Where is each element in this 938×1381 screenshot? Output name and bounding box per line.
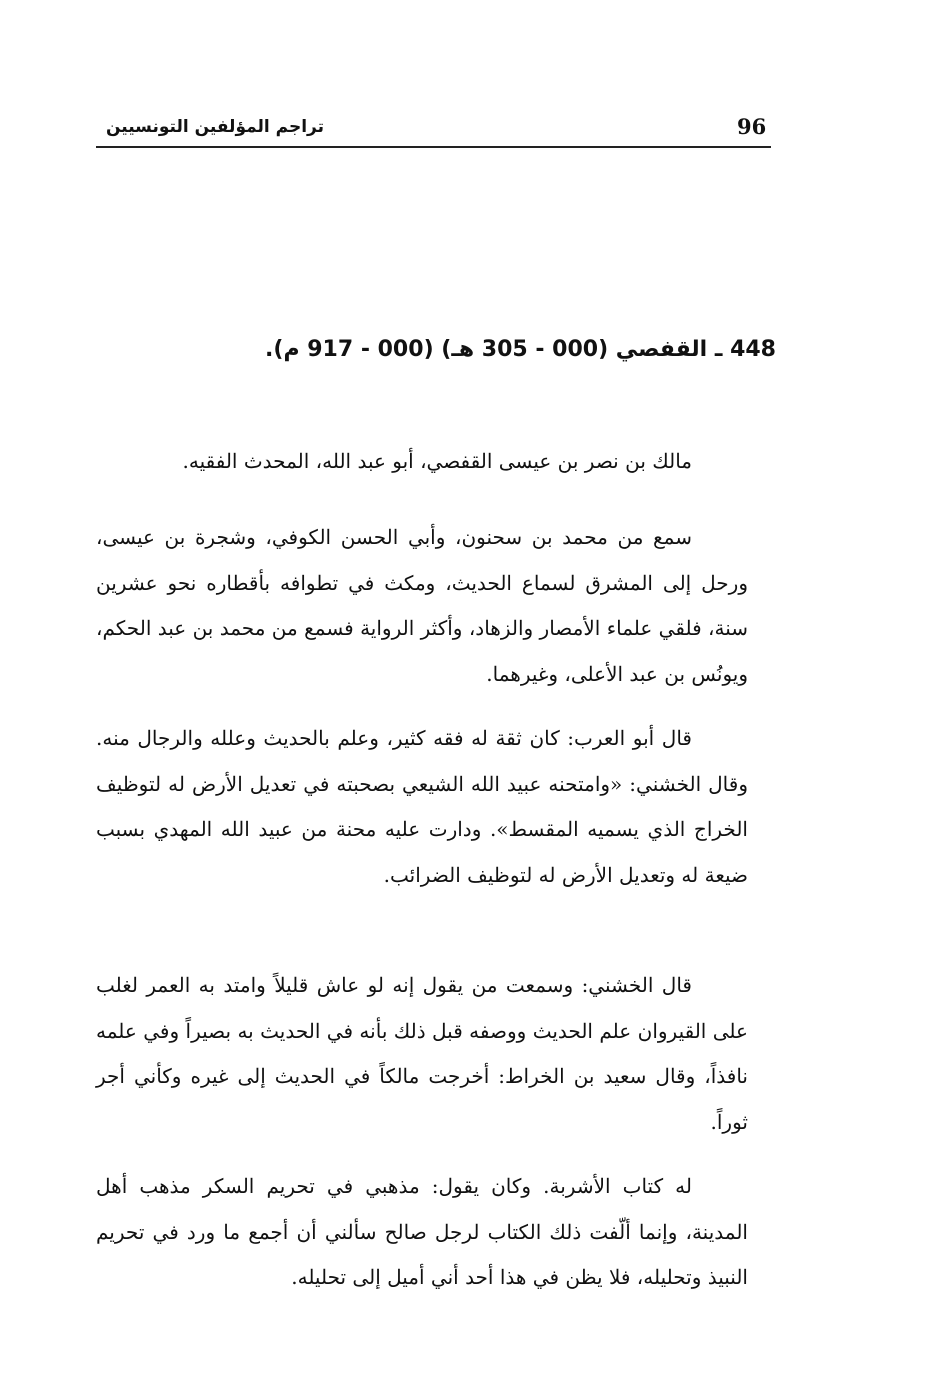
paragraph-text: سمع من محمد بن سحنون، وأبي الحسن الكوفي، وشجرة بن عيسى، ورحل إلى المشرق لسماع الحديث، ومكث في تطوافه بأقطاره نحو عشرين سنة، فلقي علماء الأمصار والزهاد، وأكثر الرواية فسمع من محمد بن عبد الحكم، ويونُس بن عبد الأعلى، وغيرهما.: [96, 525, 748, 686]
paragraph-text: قال الخشني: وسمعت من يقول إنه لو عاش قليلاً وامتد به العمر لغلب على القيروان علم الحديث ووصفه قبل ذلك بأنه في الحديث به بصيراً وفي علمه نافذاً، وقال سعيد بن الخراط: أخرجت مالكاً في الحديث إلى غيره وكأني أجر ثوراً.: [96, 973, 748, 1134]
running-head: تراجم المؤلفين التونسيين: [106, 117, 324, 137]
paragraph-khushani: [96, 963, 748, 1145]
paragraph-testimony: [96, 716, 748, 898]
paragraph-text: له كتاب الأشربة. وكان يقول: مذهبي في تحريم السكر مذهب أهل المدينة، وإنما ألّفت ذلك الكتاب لرجل صالح سألني أن أجمع ما ورد في تحريم النبيذ وتحليله، فلا يظن في هذا أحد أني أميل إلى تحليله.: [96, 1174, 748, 1289]
paragraph-travels: [96, 515, 748, 697]
entry-title: 448 ـ القفصي (000 - 305 هـ) (000 - 917 م).: [265, 337, 776, 362]
paragraph-text: مالك بن نصر بن عيسى القفصي، أبو عبد الله، المحدث الفقيه.: [182, 449, 692, 473]
page-number: 96: [737, 114, 767, 139]
page-header: [96, 112, 771, 148]
paragraph-name: [96, 439, 748, 485]
paragraph-works: [96, 1164, 748, 1301]
paragraph-text: قال أبو العرب: كان ثقة له فقه كثير، وعلم بالحديث وعلله والرجال منه. وقال الخشني: «وامتحنه عبيد الله الشيعي بصحبته في تعديل الأرض له لتوظيف الخراج الذي يسميه المقسط». ودارت عليه محنة من عبيد الله المهدي بسبب ضيعة له وتعديل الأرض له لتوظيف الضرائب.: [96, 726, 748, 887]
